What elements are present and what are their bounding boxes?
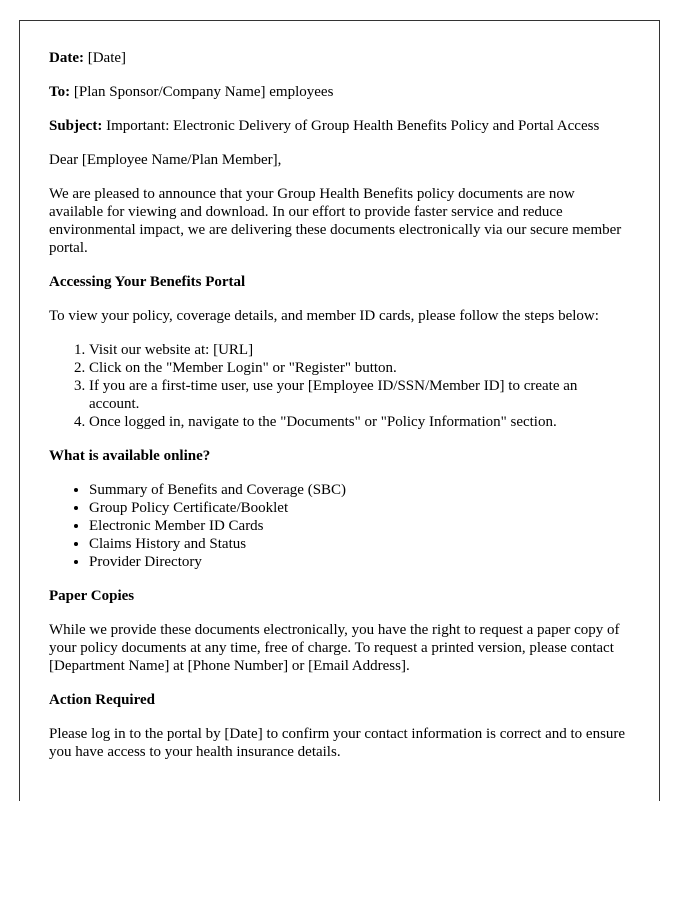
to-value: [Plan Sponsor/Company Name] employees (73, 84, 334, 100)
intro-paragraph: We are pleased to announce that your Group Health Benefits policy documents are now available for viewing and download. In our effort to provide faster service and reduce environmental impact, we are delivering these documents electronically via our secure member portal. (49, 186, 622, 256)
list-item: 2. Click on the "Member Login" or "Register" button. (89, 359, 630, 377)
list-item: 4. Once logged in, navigate to the "Documents" or "Policy Information" section. (89, 413, 630, 431)
portal-heading: Accessing Your Benefits Portal (49, 274, 246, 290)
action-text: Please log in to the portal by [Date] to confirm your contact information is correct and to ensure you have access to your health insurance details. (49, 726, 626, 760)
to-label: To: (49, 84, 71, 100)
date-line (49, 49, 630, 67)
online-items-list (49, 481, 630, 571)
paper-text: While we provide these documents electronically, you have the right to request a paper copy of your policy documents at any time, free of charge. To request a printed version, please contact [Department Name] at [Phone Number] or [Email Address]. (49, 622, 620, 674)
list-item: 1. Visit our website at: [URL] (89, 341, 630, 359)
list-item: • Summary of Benefits and Coverage (SBC) (89, 481, 630, 499)
portal-text: To view your policy, coverage details, and member ID cards, please follow the steps below: (49, 308, 599, 324)
list-item: 3. If you are a first-time user, use your [Employee ID/SSN/Member ID] to create an account. (89, 377, 630, 413)
subject-value: Important: Electronic Delivery of Group Health Benefits Policy and Portal Access (106, 118, 600, 134)
list-item: • Group Policy Certificate/Booklet (89, 499, 630, 517)
letter-content (20, 21, 659, 761)
list-item: • Electronic Member ID Cards (89, 517, 630, 535)
date-label: Date: (49, 50, 84, 66)
action-heading: Action Required (49, 692, 155, 708)
online-heading: What is available online? (49, 448, 211, 464)
list-item: • Provider Directory (89, 553, 630, 571)
portal-steps-list (49, 341, 630, 431)
letter-page (19, 20, 660, 801)
paper-heading: Paper Copies (49, 588, 135, 604)
date-value: [Date] (87, 50, 127, 66)
greeting: Dear [Employee Name/Plan Member], (49, 152, 282, 168)
to-line (49, 83, 630, 101)
subject-label: Subject: (49, 118, 103, 134)
list-item: • Claims History and Status (89, 535, 630, 553)
subject-line (49, 117, 630, 135)
